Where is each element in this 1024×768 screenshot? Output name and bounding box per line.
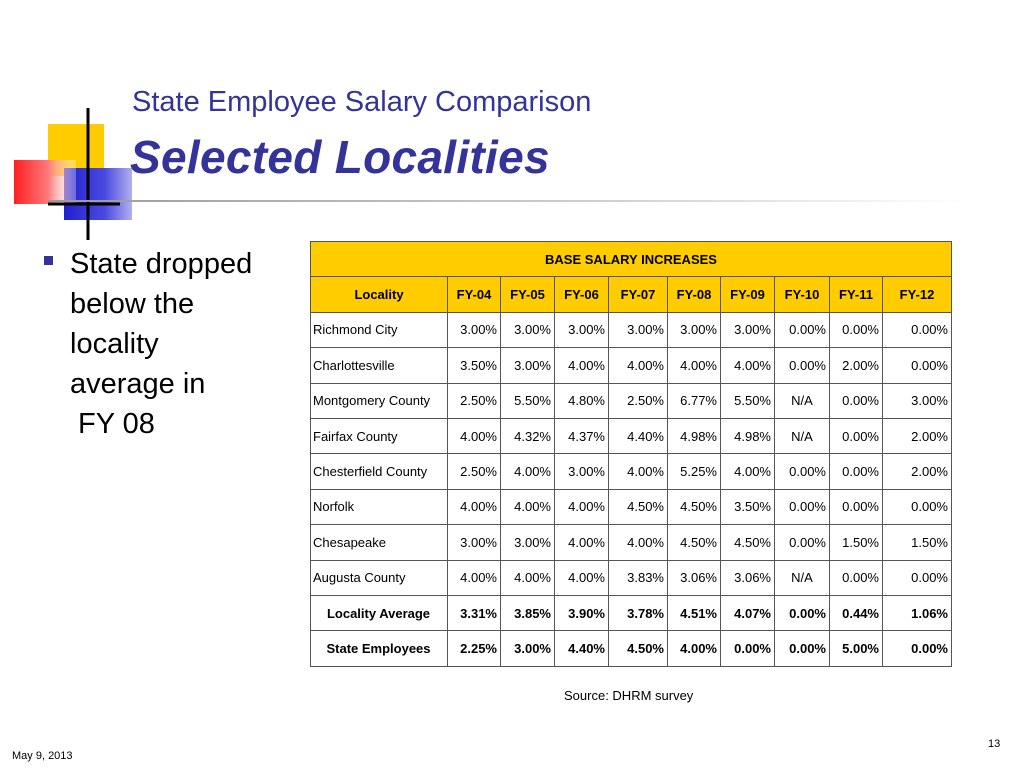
percent-cell: 3.83%: [609, 560, 668, 595]
column-header: FY-08: [668, 277, 721, 312]
percent-cell: 3.00%: [668, 312, 721, 347]
summary-row: [311, 595, 952, 630]
locality-name: Montgomery County: [311, 383, 448, 418]
summary-row: [311, 631, 952, 666]
locality-name: Augusta County: [311, 560, 448, 595]
percent-cell: 4.98%: [721, 418, 775, 453]
locality-name: Chesterfield County: [311, 454, 448, 489]
percent-cell: N/A: [775, 418, 830, 453]
table-row: [311, 525, 952, 560]
percent-cell: 0.00%: [883, 631, 952, 666]
percent-cell: 3.00%: [448, 525, 501, 560]
percent-cell: 3.00%: [501, 631, 555, 666]
percent-cell: 6.77%: [668, 383, 721, 418]
percent-cell: 5.00%: [830, 631, 883, 666]
decorative-logo: [0, 0, 140, 240]
percent-cell: 3.00%: [501, 525, 555, 560]
column-header: FY-07: [609, 277, 668, 312]
bullet-line: average in: [70, 368, 206, 400]
percent-cell: 0.00%: [775, 348, 830, 383]
percent-cell: 2.00%: [883, 418, 952, 453]
bullet-line: locality: [70, 328, 159, 360]
percent-cell: 3.00%: [555, 312, 609, 347]
percent-cell: 4.00%: [448, 418, 501, 453]
footer-date: May 9, 2013: [12, 750, 73, 762]
percent-cell: 0.00%: [830, 560, 883, 595]
percent-cell: 4.50%: [668, 489, 721, 524]
column-header: FY-12: [883, 277, 952, 312]
percent-cell: 4.51%: [668, 595, 721, 630]
percent-cell: 0.00%: [830, 312, 883, 347]
percent-cell: 0.00%: [830, 454, 883, 489]
percent-cell: 4.00%: [501, 489, 555, 524]
percent-cell: 4.50%: [609, 489, 668, 524]
bullet-line: below the: [70, 288, 195, 320]
percent-cell: 1.06%: [883, 595, 952, 630]
percent-cell: 2.00%: [883, 454, 952, 489]
percent-cell: 3.31%: [448, 595, 501, 630]
percent-cell: 4.40%: [609, 418, 668, 453]
table-header-row: [311, 277, 952, 312]
percent-cell: 0.00%: [775, 631, 830, 666]
slide-subtitle: Selected Localities: [130, 131, 550, 183]
percent-cell: 1.50%: [830, 525, 883, 560]
percent-cell: 4.32%: [501, 418, 555, 453]
salary-table: [310, 241, 952, 667]
percent-cell: 2.00%: [830, 348, 883, 383]
percent-cell: 4.00%: [555, 560, 609, 595]
table-row: [311, 489, 952, 524]
percent-cell: 4.00%: [721, 348, 775, 383]
percent-cell: 3.00%: [448, 312, 501, 347]
square-bullet-icon: [44, 256, 53, 265]
percent-cell: 4.00%: [448, 560, 501, 595]
percent-cell: 5.50%: [501, 383, 555, 418]
locality-name: Norfolk: [311, 489, 448, 524]
percent-cell: 0.00%: [721, 631, 775, 666]
locality-name: Fairfax County: [311, 418, 448, 453]
percent-cell: 4.00%: [721, 454, 775, 489]
percent-cell: 3.06%: [721, 560, 775, 595]
title-underline: [48, 200, 968, 202]
bullet-line: FY 08: [78, 408, 155, 440]
percent-cell: 3.50%: [721, 489, 775, 524]
percent-cell: 4.50%: [609, 631, 668, 666]
column-header: FY-09: [721, 277, 775, 312]
percent-cell: 5.25%: [668, 454, 721, 489]
page-number: 13: [988, 738, 1001, 750]
percent-cell: 0.00%: [830, 383, 883, 418]
percent-cell: 4.00%: [609, 348, 668, 383]
percent-cell: 3.06%: [668, 560, 721, 595]
table-row: [311, 418, 952, 453]
percent-cell: 3.00%: [501, 312, 555, 347]
percent-cell: 4.00%: [501, 454, 555, 489]
percent-cell: 0.00%: [830, 489, 883, 524]
slide-title: State Employee Salary Comparison: [132, 86, 592, 118]
percent-cell: 4.50%: [721, 525, 775, 560]
locality-name: Chesapeake: [311, 525, 448, 560]
percent-cell: 2.50%: [448, 383, 501, 418]
percent-cell: 0.00%: [775, 454, 830, 489]
column-header: FY-05: [501, 277, 555, 312]
percent-cell: 0.00%: [883, 312, 952, 347]
column-header: FY-06: [555, 277, 609, 312]
percent-cell: 4.00%: [501, 560, 555, 595]
percent-cell: 4.50%: [668, 525, 721, 560]
percent-cell: 4.00%: [555, 525, 609, 560]
locality-name: Locality Average: [311, 595, 448, 630]
percent-cell: 4.80%: [555, 383, 609, 418]
percent-cell: 4.07%: [721, 595, 775, 630]
percent-cell: 4.00%: [609, 454, 668, 489]
percent-cell: 4.00%: [555, 348, 609, 383]
red-square: [14, 160, 76, 204]
locality-name: Richmond City: [311, 312, 448, 347]
column-header: FY-11: [830, 277, 883, 312]
percent-cell: 0.00%: [775, 489, 830, 524]
percent-cell: 3.00%: [721, 312, 775, 347]
percent-cell: 4.00%: [609, 525, 668, 560]
table-caption: BASE SALARY INCREASES: [311, 242, 952, 277]
percent-cell: 4.00%: [555, 489, 609, 524]
table-row: [311, 454, 952, 489]
percent-cell: N/A: [775, 383, 830, 418]
percent-cell: N/A: [775, 560, 830, 595]
table-row: [311, 312, 952, 347]
percent-cell: 2.50%: [448, 454, 501, 489]
bullet-text: [70, 244, 310, 444]
percent-cell: 0.44%: [830, 595, 883, 630]
locality-name: Charlottesville: [311, 348, 448, 383]
percent-cell: 3.90%: [555, 595, 609, 630]
percent-cell: 4.37%: [555, 418, 609, 453]
percent-cell: 1.50%: [883, 525, 952, 560]
percent-cell: 0.00%: [775, 525, 830, 560]
bullet-line: State dropped: [70, 248, 253, 280]
percent-cell: 3.78%: [609, 595, 668, 630]
percent-cell: 0.00%: [775, 312, 830, 347]
percent-cell: 4.98%: [668, 418, 721, 453]
table-row: [311, 348, 952, 383]
percent-cell: 4.00%: [668, 348, 721, 383]
percent-cell: 5.50%: [721, 383, 775, 418]
percent-cell: 3.50%: [448, 348, 501, 383]
percent-cell: 0.00%: [830, 418, 883, 453]
column-header: FY-04: [448, 277, 501, 312]
percent-cell: 3.00%: [555, 454, 609, 489]
percent-cell: 4.00%: [448, 489, 501, 524]
percent-cell: 3.00%: [883, 383, 952, 418]
column-header: Locality: [311, 277, 448, 312]
locality-name: State Employees: [311, 631, 448, 666]
percent-cell: 4.00%: [668, 631, 721, 666]
table-row: [311, 560, 952, 595]
percent-cell: 0.00%: [883, 560, 952, 595]
source-note: Source: DHRM survey: [564, 688, 694, 703]
percent-cell: 2.25%: [448, 631, 501, 666]
percent-cell: 2.50%: [609, 383, 668, 418]
percent-cell: 0.00%: [883, 348, 952, 383]
percent-cell: 0.00%: [883, 489, 952, 524]
percent-cell: 3.85%: [501, 595, 555, 630]
percent-cell: 4.40%: [555, 631, 609, 666]
percent-cell: 0.00%: [775, 595, 830, 630]
column-header: FY-10: [775, 277, 830, 312]
table-row: [311, 383, 952, 418]
percent-cell: 3.00%: [609, 312, 668, 347]
percent-cell: 3.00%: [501, 348, 555, 383]
